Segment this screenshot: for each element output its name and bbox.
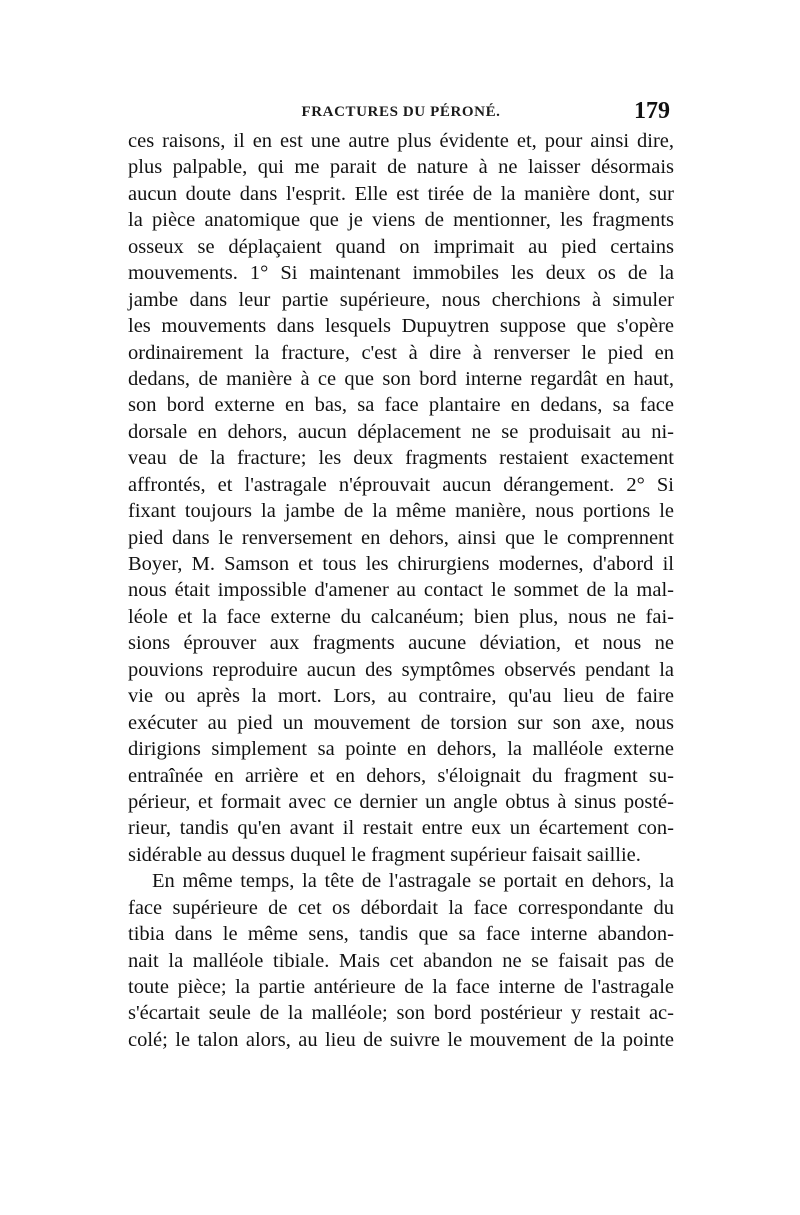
text-line: tibia dans le même sens, tandis que sa face interne abandon- — [128, 923, 674, 946]
text-line: Boyer, M. Samson et tous les chirurgiens modernes, d'abord il — [128, 553, 674, 575]
text-line: la pièce anatomique que je viens de mentionner, les fragments — [128, 209, 674, 232]
text-line: sions éprouver aux fragments aucune déviation, et nous ne — [128, 632, 674, 655]
text-line: pouvions reproduire aucun des symptômes observés pendant la — [128, 658, 674, 681]
text-line: veau de la fracture; les deux fragments restaient exactement — [128, 447, 674, 470]
text-line: périeur, et formait avec ce dernier un angle obtus à sinus posté- — [128, 790, 674, 813]
text-line: dorsale en dehors, aucun déplacement ne se produisait au ni- — [128, 420, 674, 443]
text-line: osseux se déplaçaient quand on imprimait au pied certains — [128, 235, 674, 258]
text-line: léole et la face externe du calcanéum; bien plus, nous ne fai- — [128, 605, 674, 628]
text-line: aucun doute dans l'esprit. Elle est tirée de la manière dont, sur — [128, 182, 674, 205]
text-line: s'écartait seule de la malléole; son bord postérieur y restait ac- — [128, 1002, 674, 1025]
text-line: toute pièce; la partie antérieure de la face interne de l'astragale — [128, 976, 674, 998]
text-line: plus palpable, qui me parait de nature à ne laisser désormais — [128, 156, 674, 179]
text-line: son bord externe en bas, sa face plantaire en dedans, sa face — [128, 394, 674, 417]
text-line: fixant toujours la jambe de la même manière, nous portions le — [128, 500, 674, 523]
text-line: pied dans le renversement en dehors, ainsi que le comprennent — [128, 526, 674, 549]
text-line: dedans, de manière à ce que son bord interne regardât en haut, — [128, 367, 674, 390]
paragraph-end-line: sidérable au dessus duquel le fragment supérieur faisait saillie. — [128, 843, 641, 866]
text-line: ces raisons, il en est une autre plus évidente et, pour ainsi dire, — [128, 130, 674, 152]
text-line: exécuter au pied un mouvement de torsion sur son axe, nous — [128, 711, 674, 734]
text-line: vie ou après la mort. Lors, au contraire, qu'au lieu de faire — [128, 685, 674, 708]
text-line: colé; le talon alors, au lieu de suivre le mouvement de la pointe — [128, 1028, 674, 1051]
text-line: les mouvements dans lesquels Dupuytren suppose que s'opère — [128, 315, 674, 338]
page-number: 179 — [634, 98, 670, 124]
text-line: jambe dans leur partie supérieure, nous cherchions à simuler — [128, 288, 674, 311]
text-line: dirigions simplement sa pointe en dehors, la malléole externe — [128, 738, 674, 761]
text-line: face supérieure de cet os débordait la face correspondante du — [128, 896, 674, 919]
text-line: mouvements. 1° Si maintenant immobiles les deux os de la — [128, 262, 674, 285]
running-header — [128, 98, 674, 128]
text-line: ordinairement la fracture, c'est à dire à renverser le pied en — [128, 341, 674, 364]
text-line: nous était impossible d'amener au contact le sommet de la mal- — [128, 579, 674, 602]
running-title: FRACTURES DU PÉRONÉ. — [301, 104, 501, 120]
paragraph-start-line: En même temps, la tête de l'astragale se portait en dehors, la — [152, 870, 674, 893]
text-line: entraînée en arrière et en dehors, s'éloignait du fragment su- — [128, 764, 674, 787]
text-line: affrontés, et l'astragale n'éprouvait aucun dérangement. 2° Si — [128, 473, 674, 496]
text-line: nait la malléole tibiale. Mais cet abandon ne se faisait pas de — [128, 949, 674, 972]
body-text — [128, 128, 674, 1053]
text-line: rieur, tandis qu'en avant il restait entre eux un écartement con- — [128, 817, 674, 840]
